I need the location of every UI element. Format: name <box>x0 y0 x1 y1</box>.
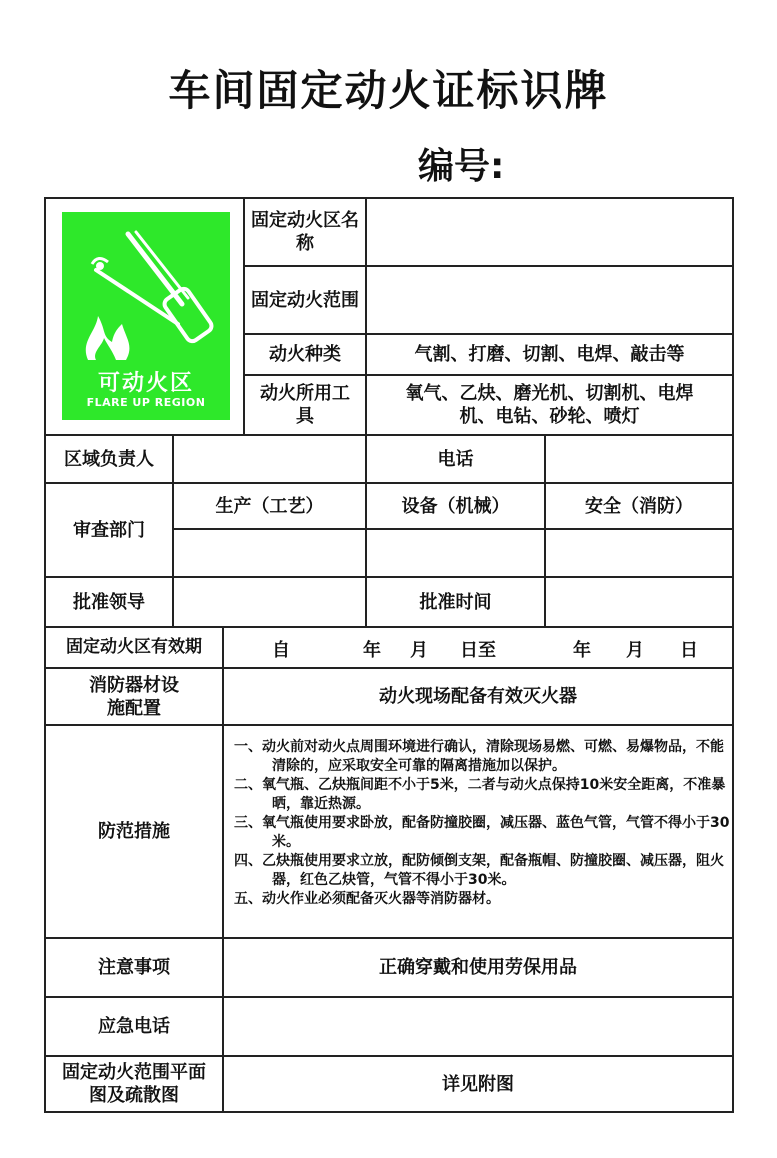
review-label: 审查部门 <box>73 519 145 541</box>
area-name-label: 固定动火区名称 <box>251 210 359 254</box>
approver-label: 批准领导 <box>73 591 145 613</box>
plan-value: 详见附图 <box>442 1073 514 1095</box>
review-production: 生产（工艺） <box>215 495 324 517</box>
validity-day-1: 日至 <box>460 640 496 661</box>
fire-area-sign <box>62 212 230 420</box>
measures-label: 防范措施 <box>98 821 170 842</box>
area-owner-value[interactable] <box>174 436 365 482</box>
type-label: 动火种类 <box>269 344 341 365</box>
fire-equip-value: 动火现场配备有效灭火器 <box>379 686 577 707</box>
border-bottom <box>44 1111 734 1113</box>
validity-label: 固定动火区有效期 <box>66 637 202 657</box>
measure-item: 二、氧气瓶、乙炔瓶间距不小于5米，二者与动火点保持10米安全距离，不准暴晒，靠近热源。 <box>234 777 726 812</box>
phone-label: 电话 <box>437 448 474 470</box>
scope-value[interactable] <box>367 267 732 333</box>
area-owner-label: 区域负责人 <box>64 448 154 470</box>
phone-value[interactable] <box>546 436 732 482</box>
measure-item: 三、氧气瓶使用要求卧放，配备防撞胶圈，减压器、蓝色气管，气管不得小于30米。 <box>234 815 730 850</box>
emergency-value[interactable] <box>224 998 732 1055</box>
code-label: 编号: <box>418 146 505 187</box>
type-value: 气割、打磨、切割、电焊、敲击等 <box>414 344 685 365</box>
validity-year-1: 年 <box>363 640 381 661</box>
tools-label: 动火所用工具 <box>260 383 350 427</box>
notes-value: 正确穿戴和使用劳保用品 <box>379 957 577 978</box>
fire-equip-label: 消防器材设施配置 <box>89 674 179 719</box>
area-name-value[interactable] <box>367 199 732 265</box>
measure-item: 四、乙炔瓶使用要求立放，配防倾倒支架，配备瓶帽、防撞胶圈、减压器，阻火器，红色乙炔管，气管不得小于30米。 <box>234 853 724 888</box>
page-title: 车间固定动火证标识牌 <box>168 66 609 115</box>
tools-value: 氧气、乙炔、磨光机、切割机、电焊机、电钻、砂轮、喷灯 <box>405 383 694 427</box>
validity-from: 自 <box>272 640 290 661</box>
review-equipment: 设备（机械） <box>401 495 510 517</box>
review-safety: 安全（消防） <box>585 495 693 517</box>
emergency-label: 应急电话 <box>98 1016 170 1037</box>
validity-month-2: 月 <box>626 640 644 661</box>
measures-list <box>234 738 734 909</box>
validity-year-2: 年 <box>573 640 591 661</box>
validity-day-2: 日 <box>680 640 698 661</box>
sign-text-cn: 可动火区 <box>97 371 194 396</box>
measure-item: 一、动火前对动火点周围环境进行确认，清除现场易燃、可燃、易爆物品，不能清除的，应采取安全可靠的隔离措施加以保护。 <box>234 739 724 774</box>
approve-time-label: 批准时间 <box>419 591 492 613</box>
notes-label: 注意事项 <box>98 957 170 978</box>
plan-label: 固定动火范围平面图及疏散图 <box>62 1062 206 1106</box>
validity-month-1: 月 <box>410 640 428 661</box>
sign-text-en: FLARE UP REGION <box>86 396 206 409</box>
measure-item: 五、动火作业必须配备灭火器等消防器材。 <box>234 891 500 907</box>
divider <box>172 528 734 530</box>
welding-torch-icon <box>62 212 230 372</box>
scope-label: 固定动火范围 <box>251 289 359 311</box>
